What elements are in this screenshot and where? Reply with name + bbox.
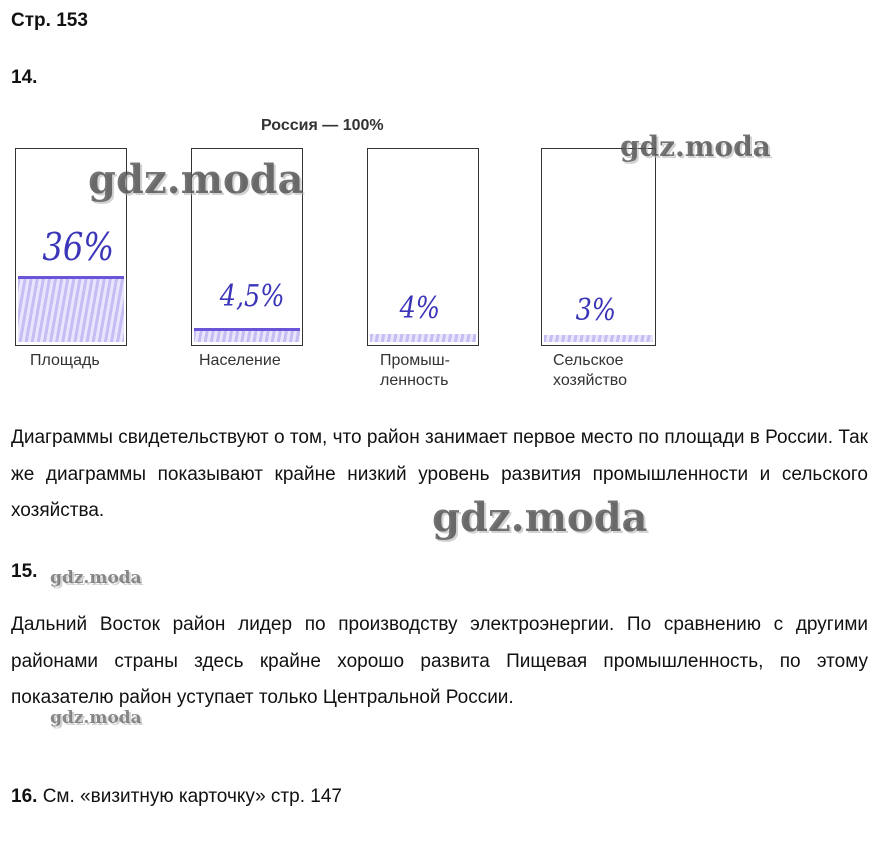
handwritten-value-agriculture: 3% xyxy=(575,293,617,328)
task-16-text: См. «визитную карточку» стр. 147 xyxy=(42,786,342,807)
caption-agriculture-line-2: хозяйство xyxy=(553,372,628,389)
diagram-box-agriculture xyxy=(541,148,656,346)
diagram-box-industry xyxy=(367,148,479,346)
task-14-number: 14. xyxy=(11,67,38,88)
caption-industry-line-2: ленность xyxy=(380,372,449,389)
watermark-logo: gdz.moda xyxy=(88,156,304,203)
page-label: Стр. 153 xyxy=(11,10,88,31)
task-16 xyxy=(11,786,342,808)
task-16-number: 16. xyxy=(11,786,38,807)
caption-agriculture-line-1: Сельское xyxy=(553,352,624,369)
chart-title: Россия — 100% xyxy=(261,117,384,134)
fill-area xyxy=(18,276,124,342)
task-14-text: Диаграммы свидетельствуют о том, что район занимает первое место по площади в России. Так же диаграммы показывают крайне низкий уровень развития промышленности и сельского хозяйства. xyxy=(11,427,868,521)
caption-industry xyxy=(380,351,450,391)
watermark-logo: gdz.moda xyxy=(620,130,771,163)
caption-industry-line-1: Промыш- xyxy=(380,352,450,369)
handwritten-value-area: 36% xyxy=(42,225,115,269)
fill-line-area xyxy=(18,276,124,279)
task-15-text: Дальний Восток район лидер по производству электроэнергии. По сравнению с другими районами страны здесь крайне хорошо развита Пищевая промышленность, по этому показателю район уступает только Центральной России. xyxy=(11,614,868,708)
watermark-logo: gdz.moda xyxy=(50,568,142,588)
watermark-logo: gdz.moda xyxy=(50,708,142,728)
watermark-logo: gdz.moda xyxy=(432,494,648,541)
handwritten-value-population: 4,5% xyxy=(219,279,285,314)
fill-agriculture xyxy=(544,335,653,342)
task-15-number: 15. xyxy=(11,561,38,582)
fill-line-population xyxy=(194,328,300,331)
fill-industry xyxy=(370,334,476,342)
handwritten-value-industry: 4% xyxy=(399,291,441,326)
caption-area: Площадь xyxy=(30,352,100,369)
caption-agriculture xyxy=(553,351,627,391)
caption-population: Население xyxy=(199,352,281,369)
